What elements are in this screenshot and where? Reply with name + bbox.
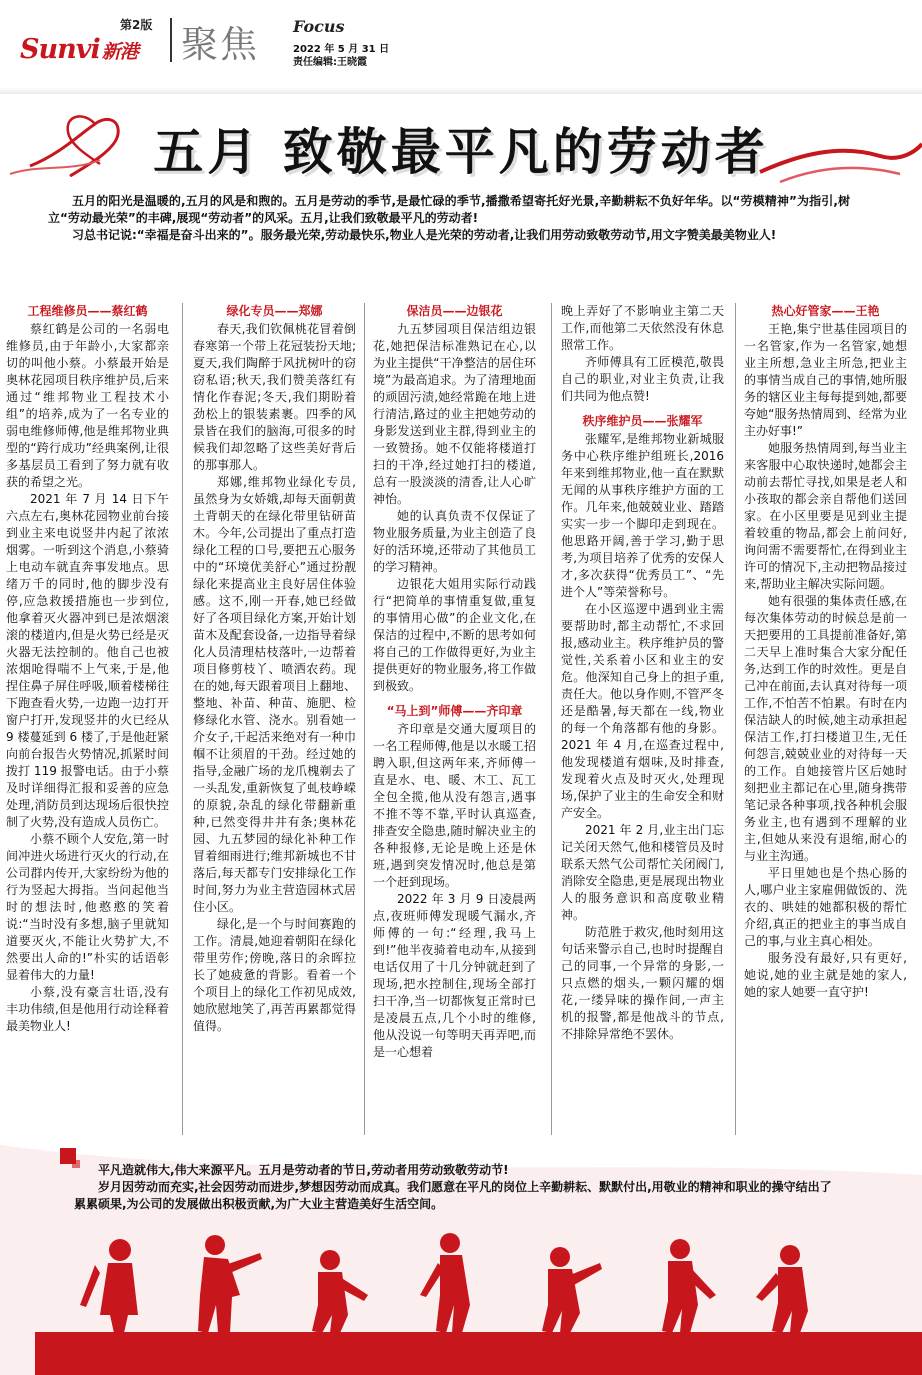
column-zheng-na: [193, 303, 356, 1035]
intro-paragraph: 习总书记说:“幸福是奋斗出来的”。服务最光荣,劳动最快乐,物业人是光荣的劳动者,让我们用劳动致敬劳动节,用文字赞美最美物业人!: [72, 228, 777, 242]
closing-block: [74, 1162, 834, 1213]
paragraph: 边银花大姐用实际行动践行“把简单的事情重复做,重复的事情用心做”的企业文化,在保洁的过程中,不断的思考如何将自己的工作做得更好,为业主提供更好的物业服务,将工作做到极致。: [373, 577, 536, 693]
column-divider: [182, 303, 183, 1135]
paragraph: 防范胜于救灾,他时刻用这句话来警示自己,也时时提醒自己的同事,一个异常的身影,一只点燃的烟头,一颗闪耀的烟花,一缕异味的操作间,一声主机的报警,都是他战斗的节点,不排除异常绝不罢休。: [561, 925, 724, 1041]
column-heading: 秩序维护员——张耀军: [582, 414, 703, 428]
paragraph: 晚上弄好了不影响业主第二天工作,而他第二天依然没有休息照常工作。: [561, 304, 724, 352]
intro-paragraph: 五月的阳光是温暖的,五月的风是和煦的。五月是劳动的季节,是最忙碌的季节,播撒希望寄托好光景,辛勤耕耘不负好年华。以“劳模精神”为指引,树立“劳动最光荣”的丰碑,展现“劳动者”的风采。五月,让我们致敬最平凡的劳动者!: [48, 194, 850, 225]
editor-credit: 责任编辑:王晓霞: [293, 57, 367, 68]
edition-label: 第2版: [120, 18, 153, 32]
paragraph: 郑娜,维邦物业绿化专员,虽然身为女娇娥,却每天面朝黄土背朝天的在绿化带里钻研苗木。今年,公司提出了重点打造绿化工程的口号,要把五心服务中的“环境优美舒心”通过扮靓绿化来提高业主良好居住体验感。这不,刚一开春,她已经做好了各项目绿化方案,开始计划苗木及配套设备,一边指导着绿化人员清理枯枝落叶,一边帮着项目修剪枝丫、喷洒农药。现在的她,每天跟着项目上翻地、整地、补苗、种苗、施肥、检修绿化水管、浇水。别看她一介女子,干起活来绝对有一种巾帼不让须眉的干劲。经过她的指导,金融广场的龙爪槐剃去了一头乱发,重新恢复了虬枝峥嵘的原貌,杂乱的绿化带翻新重种,已然变得井井有条;奥林花园、九五梦园的绿化补种工作冒着细雨进行;维邦新城也不甘落后,每天都专门安排绿化工作时间,努力为业主营造园林式居住小区。: [193, 475, 356, 914]
sunvi-logo: [20, 34, 138, 65]
logo-cn: 新港: [101, 41, 138, 63]
column-heading: 热心好管家——王艳: [771, 304, 880, 318]
masthead-divider: [170, 18, 172, 62]
column-divider: [551, 303, 552, 1135]
paragraph: 张耀军,是维邦物业新城服务中心秩序维护组班长,2016 年来到维邦物业,他一直在默默无闻的从事秩序维护方面的工作。几年来,他兢兢业业、踏踏实实一步一个脚印走到现在。他思路开阔,善于学习,勤于思考,为项目培养了优秀的安保人才,多次获得“优秀员工”、“先进个人”等荣誉称号。: [561, 432, 724, 599]
column-zhang-yaojun: [561, 303, 724, 1043]
footer-band: [35, 1332, 922, 1375]
column-cai-honghe: [6, 303, 169, 1035]
column-bian-yinhua: [373, 303, 536, 1061]
section-title-en: Focus: [293, 17, 345, 36]
paragraph: 2022 年 3 月 9 日凌晨两点,夜班师傅发现暖气漏水,齐师傅的一句:“经理,我马上到!”他半夜骑着电动车,从接到电话仅用了十几分钟就赶到了现场,把水控制住,现场全部打扫干净,当一切都恢复正常时已是凌晨五点,几个小时的维修,他从没说一句等明天再弄吧,而是一心想着: [373, 892, 536, 1059]
paragraph: 王艳,集宁世基佳园项目的一名管家,作为一名管家,她想业主所想,急业主所急,把业主的事情当成自己的事情,她所服务的辖区业主每每提到她,都要夸她“服务热情周到、经常为业主办好事!”: [744, 322, 907, 438]
paragraph: 九五梦园项目保洁组边银花,她把保洁标准熟记在心,以为业主提供“干净整洁的居住环境”为最高追求。为了清理地面的顽固污渍,她经常跪在地上进行清洁,路过的业主把她劳动的身影发送到业主群,得到业主的一致赞扬。她不仅能将楼道打扫的干净,经过她打扫的楼道,总有一股淡淡的清香,让人心旷神怡。: [373, 322, 536, 506]
paragraph: 绿化,是一个与时间赛跑的工作。清晨,她迎着朝阳在绿化带里劳作;傍晚,落日的余晖拉长了她疲惫的背影。看着一个个项目上的绿化工作初见成效,她欣慰地笑了,再苦再累都觉得值得。: [193, 917, 356, 1033]
paragraph: 蔡红鹤是公司的一名弱电维修员,由于年龄小,大家都亲切的叫他小蔡。小蔡最开始是奥林花园项目秩序维护员,后来通过“维邦物业工程技术小组”的培养,成为了一名专业的弱电维修师傅,他是维邦物业典型的“跨行成功”经典案例,让很多基层员工看到了努力就有收获的希望之光。: [6, 322, 169, 489]
column-heading: “马上到”师傅——齐印章: [386, 704, 523, 718]
paragraph: 她的认真负责不仅保证了物业服务质量,为业主创造了良好的活环境,还带动了其他员工的学习精神。: [373, 509, 536, 574]
page-headline: 五月 致敬最平凡的劳动者: [153, 123, 769, 181]
paragraph: 春天,我们钦佩桃花冒着倒春寒第一个带上花冠装扮天地;夏天,我们陶醉于风扰树叶的窃窃私语;秋天,我们赞美落红有情化作春泥;冬天,我们期盼着劲松上的银装素裹。四季的风景皆在我们的脑海,可很多的时候我们却忽略了这些美好背后的那事那人。: [193, 322, 356, 472]
closing-paragraph: 平凡造就伟大,伟大来源平凡。五月是劳动者的节日,劳动者用劳动致敬劳动节!: [98, 1163, 509, 1177]
column-divider: [735, 303, 736, 1135]
logo-en: Sunvi: [20, 34, 100, 65]
column-wang-yan: [744, 303, 907, 1001]
paragraph: 在小区巡逻中遇到业主需要帮助时,都主动帮忙,不求回报,感动业主。秩序维护员的警觉性,关系着小区和业主的安危。他深知自己身上的担子重,责任大。他以身作则,不管严冬还是酷暑,每天都在一线,物业的每一个角落都有他的身影。2021 年 4 月,在巡查过程中,他发现楼道有烟味,及时排查,发现着火点及时灭火,处理现场,保护了业主的生命安全和财产安全。: [561, 602, 724, 820]
paragraph: 小蔡,没有豪言壮语,没有丰功伟绩,但是他用行动诠释着最美物业人!: [6, 985, 169, 1033]
masthead: [0, 0, 922, 92]
paragraph: 她服务热情周到,每当业主来客服中心取快递时,她都会主动前去帮忙寻找,如果是老人和小孩取的都会亲自帮他们送回家。在小区里要是见到业主提着较重的物品,都会上前问好,询问需不需要帮忙,在得到业主许可的情况下,主动把物品接过来,帮助业主解决实际问题。: [744, 441, 907, 591]
paragraph: 平日里她也是个热心肠的人,哪户业主家雇佣做饭的、洗衣的、哄娃的她都积极的帮忙介绍,真正的把业主的事当成自己的事,与业主真心相处。: [744, 866, 907, 948]
paragraph: 服务没有最好,只有更好,她说,她的业主就是她的家人,她的家人她要一直守护!: [744, 951, 907, 999]
column-heading: 工程维修员——蔡红鹤: [27, 304, 148, 318]
paragraph: 她有很强的集体责任感,在每次集体劳动的时候总是前一天把要用的工具提前准备好,第二天早上准时集合大家分配任务,达到工作的时效性。更是自己冲在前面,去认真对待每一项工作,不怕苦不怕累。有时在内保洁缺人的时候,她主动承担起保洁工作,打扫楼道卫生,无任何怨言,兢兢业业的对待每一天的工作。自她接管片区后她时刻把业主都记在心里,随身携带笔记录各种事项,找各种机会服务业主,也有遇到不理解的业主,但她从来没有退缩,耐心的与业主沟通。: [744, 594, 907, 863]
issue-date: 2022 年 5 月 31 日: [293, 44, 390, 55]
column-heading: 保洁员——边银花: [406, 304, 503, 318]
paragraph: 小蔡不顾个人安危,第一时间冲进火场进行灭火的行动,在公司群内传开,大家纷纷为他的行为竖起大拇指。当问起他当时的想法时,他憨憨的笑着说:“当时没有多想,脑子里就知道要灭火,不能让火势扩大,不然要出人命的!”朴实的话语彰显着伟大的力量!: [6, 832, 169, 982]
column-heading: 绿化专员——郑娜: [226, 304, 323, 318]
column-divider: [364, 303, 365, 1135]
closing-paragraph: 岁月因劳动而充实,社会因劳动而进步,梦想因劳动而成真。我们愿意在平凡的岗位上辛勤耕耘、默默付出,用敬业的精神和职业的操守结出了累累硕果,为公司的发展做出积极贡献,为广大业主营造美好生活空间。: [74, 1180, 832, 1211]
paragraph: 2021 年 7 月 14 日下午六点左右,奥林花园物业前台接到业主来电说竖井内起了浓浓烟雾。一听到这个消息,小蔡骑上电动车就直奔事发地点。思绪万千的同时,他的脚步没有停,应急救援措施也一步到位,他拿着灭火器冲到已是浓烟滚滚的楼道内,但是火势已经是灭火器无法控制的。他自己也被浓烟呛得喘不上气来,于是,他捏住鼻子屏住呼吸,顺着楼梯往下跑查看火势,一边跑一边打开窗户打开,发现竖井的火已经从 9 楼蔓延到 6 楼了,于是他赶紧向前台报告火势情况,抓紧时间拨打 119 报警电话。由于小蔡及时详细得汇报和妥善的应急处理,消防员到达现场后很快控制了火势,没有造成人员伤亡。: [6, 492, 169, 829]
paragraph: 2021 年 2 月,业主出门忘记关闭天然气,他和楼管员及时联系天然气公司帮忙关闭阀门,消除安全隐患,更是展现出物业人的服务意识和高度敬业精神。: [561, 823, 724, 922]
section-title: 聚焦: [181, 23, 259, 66]
intro-block: [48, 193, 850, 244]
paragraph: 齐师傅具有工匠模范,敬畏自己的职业,对业主负责,让我们共同为他点赞!: [561, 355, 724, 403]
paragraph: 齐印章是交通大厦项目的一名工程师傅,他是以水暖工招聘入职,但这两年来,齐师傅一直是水、电、暖、木工、瓦工全包全揽,他从没有怨言,遇事不推不等不靠,平时认真巡查,排查安全隐患,随时解决业主的各种报修,无论是晚上还是休班,遇到突发情况时,他总是第一个赶到现场。: [373, 722, 536, 889]
